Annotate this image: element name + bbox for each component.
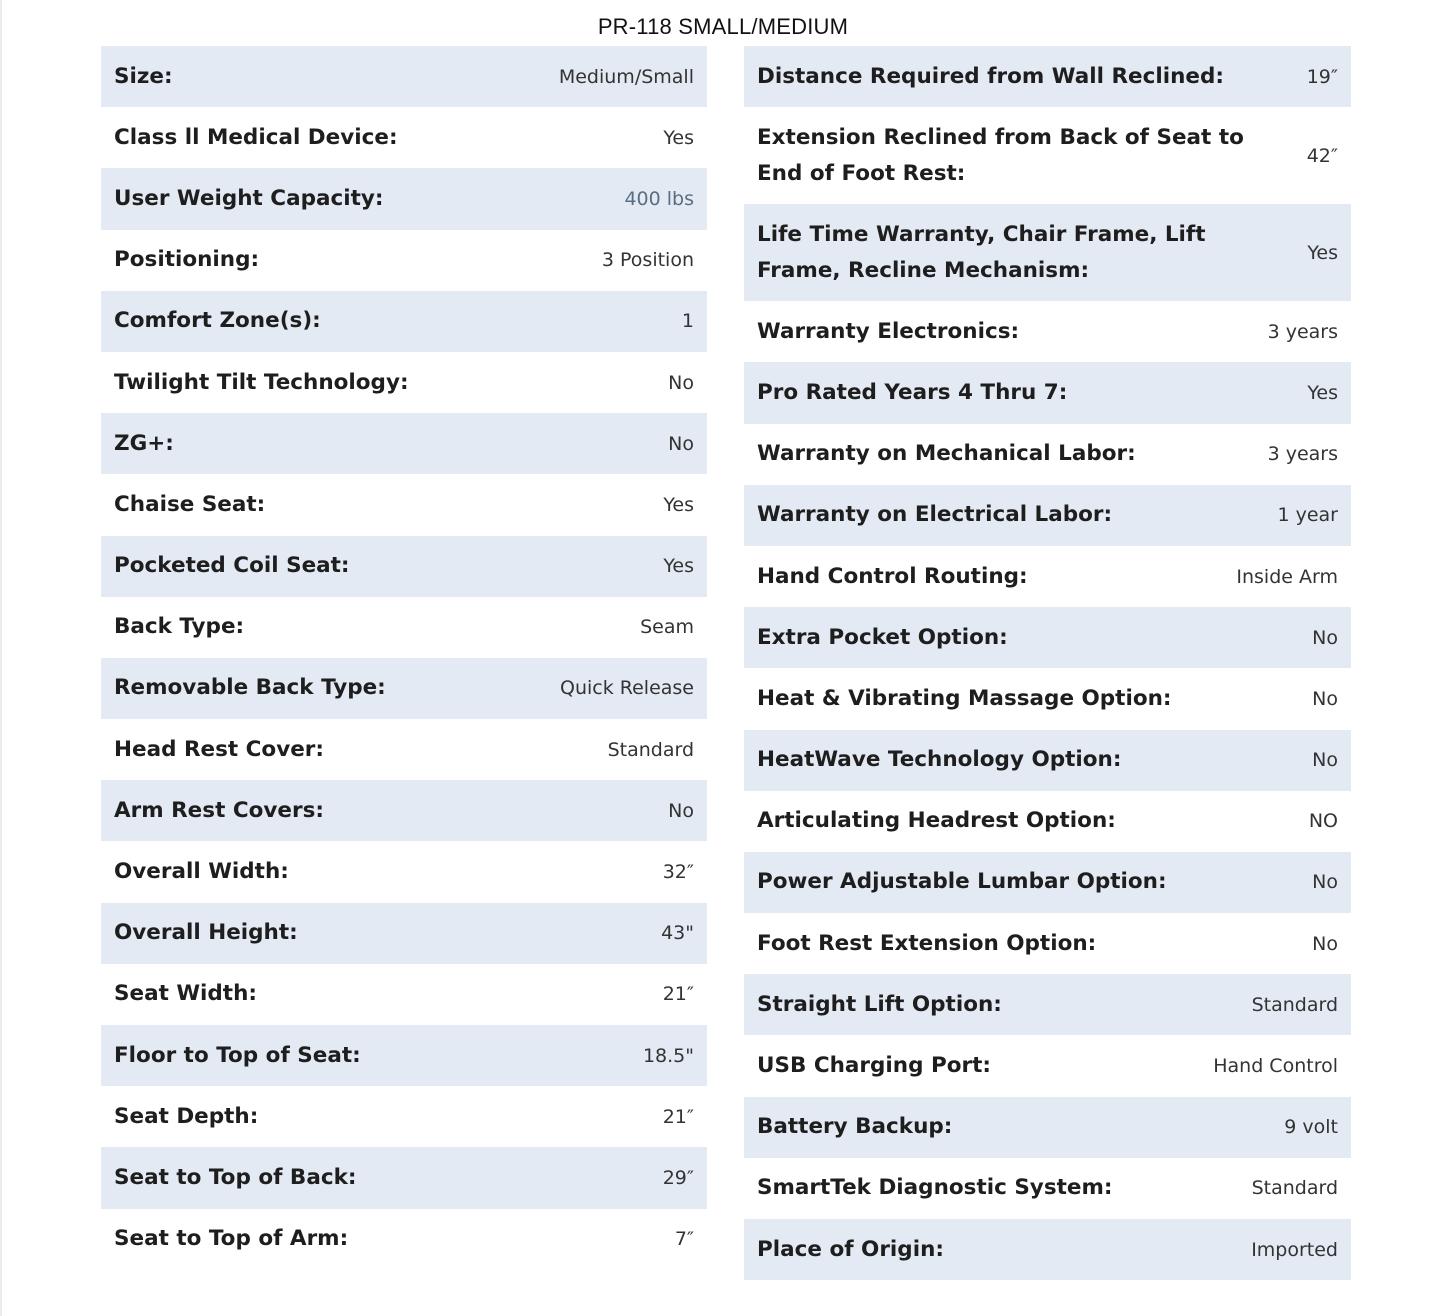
spec-label: Life Time Warranty, Chair Frame, Lift Frame, Recline Mechanism: xyxy=(757,221,1206,283)
spec-value: 29″ xyxy=(662,1166,694,1189)
spec-value: Yes xyxy=(1307,381,1338,404)
spec-row-extension-reclined xyxy=(744,107,1351,204)
spec-row-usb-charging-port xyxy=(744,1035,1351,1096)
spec-row-floor-to-top-of-seat xyxy=(101,1025,707,1086)
spec-value: No xyxy=(668,432,694,455)
spec-row-seat-to-top-of-arm xyxy=(101,1209,707,1270)
spec-row-power-adjustable-lumbar xyxy=(744,852,1351,913)
spec-value: Yes xyxy=(663,126,694,149)
spec-label: Battery Backup: xyxy=(757,1114,953,1140)
spec-label: USB Charging Port: xyxy=(757,1053,991,1079)
spec-label: Articulating Headrest Option: xyxy=(757,808,1116,834)
spec-row-warranty-electrical-labor xyxy=(744,485,1351,546)
spec-row-foot-rest-extension xyxy=(744,913,1351,974)
page-title: PR-118 SMALL/MEDIUM xyxy=(597,14,849,39)
spec-row-distance-from-wall xyxy=(744,46,1351,107)
spec-label: Seat Depth: xyxy=(114,1103,259,1129)
spec-label: Overall Width: xyxy=(114,859,289,885)
spec-row-pocketed-coil-seat xyxy=(101,536,707,597)
spec-value: 21″ xyxy=(662,1105,694,1128)
spec-label: User Weight Capacity: xyxy=(114,185,384,211)
spec-label: Chaise Seat: xyxy=(114,491,266,517)
spec-value: 19″ xyxy=(1306,65,1338,88)
spec-value: 3 years xyxy=(1267,443,1338,466)
right-spec-table xyxy=(744,46,1351,1280)
spec-label: Seat to Top of Back: xyxy=(114,1164,357,1190)
spec-value: Yes xyxy=(663,555,694,578)
spec-value: No xyxy=(1312,687,1338,710)
spec-row-pro-rated-years xyxy=(744,362,1351,423)
spec-value: No xyxy=(1312,932,1338,955)
spec-value: 3 Position xyxy=(601,249,694,272)
spec-row-zg-plus xyxy=(101,413,707,474)
spec-label: Foot Rest Extension Option: xyxy=(757,930,1097,956)
spec-label: ZG+: xyxy=(114,430,174,456)
spec-value: Hand Control xyxy=(1213,1055,1338,1078)
spec-row-lifetime-warranty xyxy=(744,204,1351,301)
spec-row-positioning xyxy=(101,230,707,291)
spec-label: Power Adjustable Lumbar Option: xyxy=(757,869,1167,895)
spec-value: 32″ xyxy=(662,861,694,884)
page-left-border xyxy=(0,0,2,1316)
spec-value: 1 xyxy=(681,310,694,333)
spec-row-overall-height xyxy=(101,903,707,964)
spec-row-heat-vibrating-massage xyxy=(744,668,1351,729)
spec-row-back-type xyxy=(101,597,707,658)
spec-label: Warranty on Mechanical Labor: xyxy=(757,441,1136,467)
spec-value: Standard xyxy=(1251,993,1338,1016)
spec-value: Imported xyxy=(1251,1238,1338,1261)
spec-value: Yes xyxy=(1307,241,1338,264)
spec-label: Floor to Top of Seat: xyxy=(114,1042,361,1068)
spec-row-smarttek-diagnostic xyxy=(744,1158,1351,1219)
spec-value: Quick Release xyxy=(559,677,694,700)
spec-label: Comfort Zone(s): xyxy=(114,308,321,334)
spec-label: Overall Height: xyxy=(114,920,298,946)
spec-value: No xyxy=(1312,871,1338,894)
spec-label: Size: xyxy=(114,63,173,89)
spec-label: Class ll Medical Device: xyxy=(114,124,398,150)
spec-label: Twilight Tilt Technology: xyxy=(114,369,409,395)
spec-label: Extra Pocket Option: xyxy=(757,624,1008,650)
spec-label: Arm Rest Covers: xyxy=(114,797,324,823)
spec-row-seat-to-top-of-back xyxy=(101,1147,707,1208)
spec-value: 400 lbs xyxy=(624,187,694,210)
spec-row-class-medical-device xyxy=(101,107,707,168)
spec-row-size xyxy=(101,46,707,107)
spec-value: 1 year xyxy=(1277,504,1338,527)
spec-label: Warranty Electronics: xyxy=(757,318,1020,344)
spec-label: Hand Control Routing: xyxy=(757,563,1028,589)
spec-label: Head Rest Cover: xyxy=(114,736,325,762)
spec-label: Seat Width: xyxy=(114,981,257,1007)
spec-row-seat-width xyxy=(101,964,707,1025)
spec-value: Inside Arm xyxy=(1236,565,1338,588)
spec-row-hand-control-routing xyxy=(744,546,1351,607)
spec-row-warranty-electronics xyxy=(744,301,1351,362)
spec-row-arm-rest-covers xyxy=(101,780,707,841)
spec-value: 7″ xyxy=(674,1228,694,1251)
spec-row-head-rest-cover xyxy=(101,719,707,780)
spec-row-chaise-seat xyxy=(101,474,707,535)
spec-row-removable-back-type xyxy=(101,658,707,719)
spec-label: Seat to Top of Arm: xyxy=(114,1226,349,1252)
spec-label: Back Type: xyxy=(114,614,245,640)
spec-row-straight-lift-option xyxy=(744,974,1351,1035)
spec-row-place-of-origin xyxy=(744,1219,1351,1280)
spec-label: Straight Lift Option: xyxy=(757,991,1002,1017)
spec-value: No xyxy=(668,371,694,394)
spec-row-comfort-zones xyxy=(101,291,707,352)
spec-label: Place of Origin: xyxy=(757,1236,944,1262)
spec-row-overall-width xyxy=(101,841,707,902)
left-spec-table xyxy=(101,46,707,1270)
spec-label: SmartTek Diagnostic System: xyxy=(757,1175,1113,1201)
spec-row-user-weight-capacity xyxy=(101,168,707,229)
spec-value: 43" xyxy=(661,922,694,945)
spec-value: Seam xyxy=(640,616,694,639)
spec-row-extra-pocket-option xyxy=(744,607,1351,668)
spec-value: No xyxy=(1312,749,1338,772)
spec-label: Pro Rated Years 4 Thru 7: xyxy=(757,379,1068,405)
spec-row-seat-depth xyxy=(101,1086,707,1147)
spec-label: Warranty on Electrical Labor: xyxy=(757,502,1113,528)
spec-value: No xyxy=(1312,626,1338,649)
spec-label: Distance Required from Wall Reclined: xyxy=(757,63,1224,89)
spec-row-heatwave-technology xyxy=(744,730,1351,791)
spec-value: 9 volt xyxy=(1284,1116,1338,1139)
spec-value: 42″ xyxy=(1306,144,1338,167)
spec-label: Pocketed Coil Seat: xyxy=(114,553,350,579)
spec-label: HeatWave Technology Option: xyxy=(757,747,1122,773)
spec-value: Medium/Small xyxy=(558,65,694,88)
spec-value: 3 years xyxy=(1267,320,1338,343)
spec-row-twilight-tilt xyxy=(101,352,707,413)
spec-value: Standard xyxy=(1251,1177,1338,1200)
spec-label: Heat & Vibrating Massage Option: xyxy=(757,685,1172,711)
spec-value: Standard xyxy=(607,738,694,761)
spec-row-warranty-mechanical-labor xyxy=(744,424,1351,485)
spec-value: No xyxy=(668,799,694,822)
spec-value: Yes xyxy=(663,493,694,516)
spec-value: 18.5" xyxy=(642,1044,694,1067)
spec-row-articulating-headrest xyxy=(744,791,1351,852)
spec-label: Extension Reclined from Back of Seat to End of Foot Rest: xyxy=(757,124,1244,186)
spec-label: Positioning: xyxy=(114,247,260,273)
spec-label: Removable Back Type: xyxy=(114,675,386,701)
spec-value: NO xyxy=(1308,810,1338,833)
spec-row-battery-backup xyxy=(744,1097,1351,1158)
spec-value: 21″ xyxy=(662,983,694,1006)
